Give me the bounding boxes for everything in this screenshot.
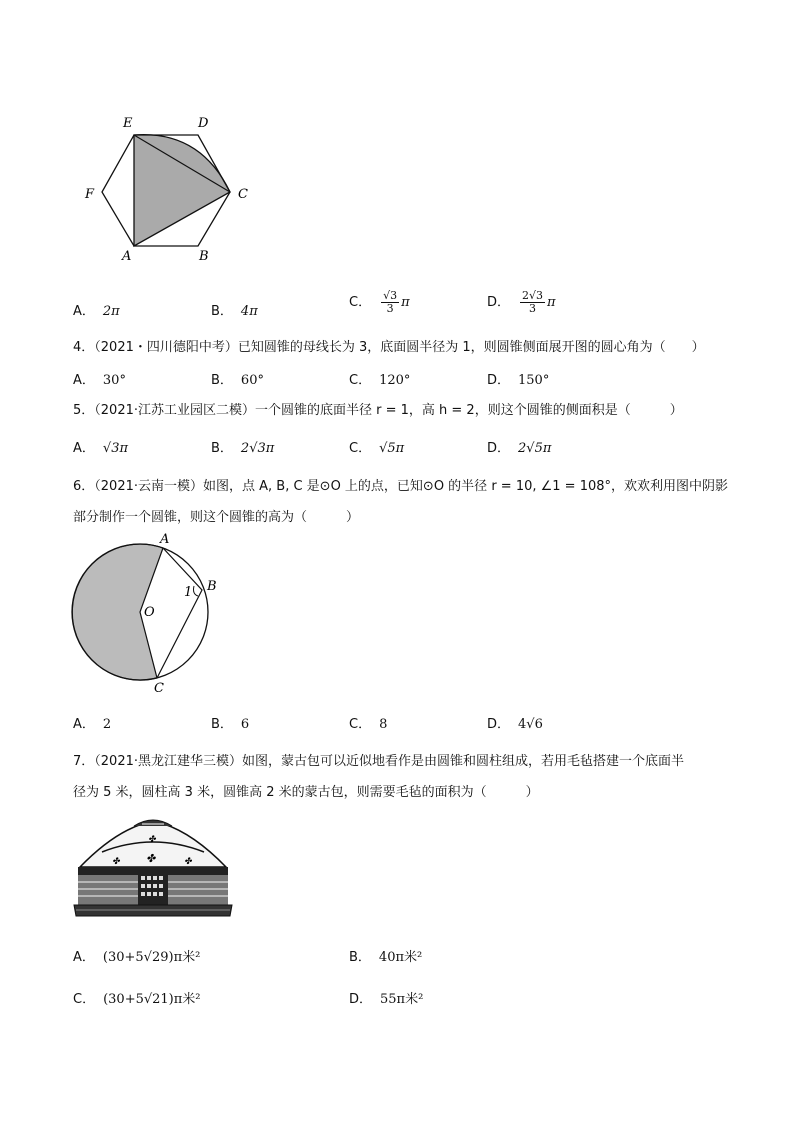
question-6-line1: 6．（2021·云南一模）如图，点 A, B, C 是⊙O 上的点，已知⊙O 的半径 r = 10, ∠1 = 108°，欢欢利用图中阴影: [73, 479, 729, 494]
q5-option-d[interactable]: D． 2√5π: [487, 441, 552, 456]
q4-option-a[interactable]: A． 30°: [73, 373, 126, 388]
label-A: A: [122, 249, 132, 264]
q3-option-d[interactable]: D． $\frac{2√3}{3}$ π: [487, 289, 556, 315]
q3-option-c[interactable]: C． $\frac{√3}{3}$ π: [349, 289, 410, 315]
label-F: F: [85, 187, 95, 202]
label-B: B: [207, 579, 217, 594]
q5-option-b[interactable]: B． 2√3π: [211, 441, 275, 456]
q6-option-c[interactable]: C． 8: [349, 717, 388, 732]
q3-option-b[interactable]: B． 4π: [211, 304, 258, 319]
question-4-text: 4．（2021・四川德阳中考）已知圆锥的母线长为 3，底面圆半径为 1，则圆锥侧面展开图的圆心角为（ ）: [73, 340, 705, 355]
label-C: C: [238, 187, 248, 202]
q3-option-a[interactable]: A． 2π: [73, 304, 120, 319]
q5-option-a[interactable]: A． √3π: [73, 441, 129, 456]
svg-text:✤: ✤: [146, 852, 156, 865]
label-E: E: [123, 116, 133, 131]
question-7-line2: 径为 5 米，圆柱高 3 米，圆锥高 2 米的蒙古包，则需要毛毡的面积为（ ）: [73, 785, 539, 800]
q7-option-c[interactable]: C． (30+5√21)π米²: [73, 992, 201, 1007]
q7-option-b[interactable]: B． 40π米²: [349, 950, 423, 965]
label-C: C: [154, 681, 164, 696]
question-6-line2: 部分制作一个圆锥，则这个圆锥的高为（ ）: [73, 510, 360, 525]
label-A: A: [160, 532, 170, 547]
q7-option-a[interactable]: A． (30+5√29)π米²: [73, 950, 201, 965]
hexagon-sector-figure: [80, 110, 260, 270]
q5-option-c[interactable]: C． √5π: [349, 441, 405, 456]
q4-option-d[interactable]: D． 150°: [487, 373, 550, 388]
circle-figure: [66, 528, 226, 698]
label-O: O: [144, 605, 155, 620]
q4-option-b[interactable]: B． 60°: [211, 373, 264, 388]
svg-text:✤: ✤: [184, 857, 192, 867]
q6-option-a[interactable]: A． 2: [73, 717, 112, 732]
q6-option-b[interactable]: B． 6: [211, 717, 250, 732]
label-B: B: [199, 249, 209, 264]
svg-text:✤: ✤: [148, 835, 156, 845]
question-7-line1: 7．（2021·黑龙江建华三模）如图，蒙古包可以近似地看作是由圆锥和圆柱组成，若用毛毡搭建一个底面半: [73, 754, 684, 769]
q6-option-d[interactable]: D． 4√6: [487, 717, 543, 732]
question-5-text: 5．（2021·江苏工业园区二模）一个圆锥的底面半径 r = 1，高 h = 2，则这个圆锥的侧面积是（ ）: [73, 403, 683, 418]
label-D: D: [198, 116, 209, 131]
q7-option-d[interactable]: D． 55π米²: [349, 992, 424, 1007]
q4-option-c[interactable]: C． 120°: [349, 373, 411, 388]
yurt-illustration: [72, 812, 234, 922]
angle-1-label: 1: [184, 585, 193, 600]
svg-text:✤: ✤: [112, 857, 120, 867]
